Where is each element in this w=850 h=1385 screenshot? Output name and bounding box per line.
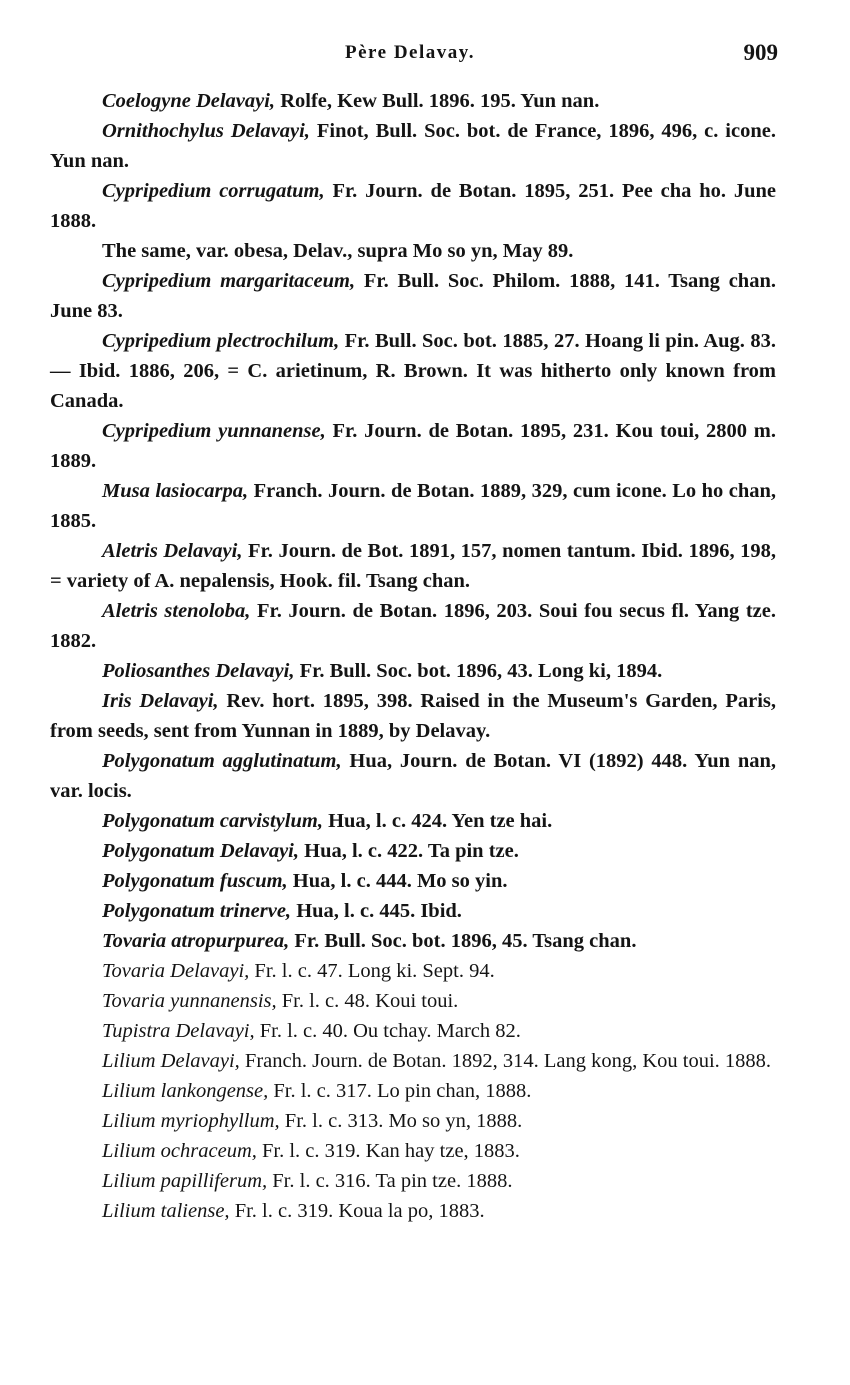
- taxon-name: Polygonatum fuscum,: [102, 870, 288, 892]
- entry-polygonatum-carvistylum: [50, 806, 776, 836]
- entry-citation: Franch. Journ. de Botan. 1889, 329, cum icone. Lo ho chan, 1885.: [50, 480, 777, 532]
- entry-tovaria-atropurpurea: [50, 926, 776, 956]
- entry-citation: Hua, l. c. 424. Yen tze hai.: [322, 810, 553, 832]
- entry-lilium-lankongense: [50, 1076, 776, 1106]
- entry-polygonatum-fuscum: [50, 866, 776, 896]
- taxon-name: Coelogyne Delavayi,: [102, 90, 276, 112]
- entry-polygonatum-trinerve: [50, 896, 776, 926]
- entry-coelogyne-delavayi: [50, 86, 776, 116]
- entry-citation: Fr. l. c. 319. Kan hay tze, 1883.: [256, 1140, 520, 1162]
- taxon-name: Cypripedium margaritaceum,: [102, 270, 356, 292]
- taxon-name: Iris Delavayi,: [102, 690, 219, 712]
- entry-polygonatum-delavayi: [50, 836, 776, 866]
- entry-citation: Hua, l. c. 445. Ibid.: [291, 900, 462, 922]
- entry-tupistra-delavayi: [50, 1016, 776, 1046]
- taxon-name: Aletris stenoloba,: [102, 600, 251, 622]
- entry-citation: Fr. Bull. Soc. bot. 1896, 43. Long ki, 1894.: [294, 660, 663, 682]
- page-header: [0, 40, 850, 72]
- entry-aletris-delavayi: [50, 536, 776, 596]
- entry-ornithochylus-delavayi: [50, 116, 776, 176]
- entry-citation: Fr. Bull. Soc. Philom. 1888, 141. Tsang chan. June 83.: [50, 270, 776, 322]
- entry-cypripedium-plectrochilum: [50, 326, 776, 416]
- entry-citation: Fr. l. c. 316. Ta pin tze. 1888.: [267, 1170, 513, 1192]
- page-number: 909: [743, 40, 778, 65]
- entry-aletris-stenoloba: [50, 596, 776, 656]
- entry-citation: Fr. Journ. de Botan. 1896, 203. Soui fou secus fl. Yang tze. 1882.: [50, 600, 776, 652]
- taxon-name: Lilium lankongense,: [102, 1080, 269, 1102]
- taxon-name: Poliosanthes Delavayi,: [102, 660, 295, 682]
- taxon-name: Polygonatum Delavayi,: [102, 840, 300, 862]
- taxon-name: Lilium papilliferum,: [102, 1170, 268, 1192]
- entry-citation: Rolfe, Kew Bull. 1896. 195. Yun nan.: [275, 90, 600, 112]
- taxon-name: Cypripedium plectrochilum,: [102, 330, 340, 352]
- entry-musa-lasiocarpa: [50, 476, 776, 536]
- entry-citation: Fr. Journ. de Botan. 1895, 251. Pee cha ho. June 1888.: [50, 180, 776, 232]
- taxon-name: Tupistra Delavayi,: [102, 1020, 255, 1042]
- entry-lilium-taliense: [50, 1196, 776, 1226]
- entry-poliosanthes-delavayi: [50, 656, 776, 686]
- taxon-name: Cypripedium corrugatum,: [102, 180, 325, 202]
- taxon-name: Lilium Delavayi,: [102, 1050, 240, 1072]
- taxon-name: Polygonatum carvistylum,: [102, 810, 323, 832]
- entry-lilium-ochraceum: [50, 1136, 776, 1166]
- entry-citation: Hua, l. c. 444. Mo so yin.: [287, 870, 508, 892]
- entry-citation: Fr. Bull. Soc. bot. 1896, 45. Tsang chan.: [289, 930, 637, 952]
- taxon-name: Tovaria Delavayi,: [102, 960, 250, 982]
- entry-list: [50, 86, 776, 1226]
- taxon-name: Lilium ochraceum,: [102, 1140, 257, 1162]
- entry-tovaria-delavayi: [50, 956, 776, 986]
- taxon-name: Musa lasiocarpa,: [102, 480, 249, 502]
- taxon-name: Polygonatum trinerve,: [102, 900, 292, 922]
- entry-citation: Fr. Journ. de Bot. 1891, 157, nomen tantum. Ibid. 1896, 198, = variety of A. nepalensis, Hook. fil. Tsang chan.: [50, 540, 776, 592]
- taxon-name: Lilium myriophyllum,: [102, 1110, 280, 1132]
- entry-cypripedium-margaritaceum: [50, 266, 776, 326]
- entry-citation: Hua, l. c. 422. Ta pin tze.: [299, 840, 519, 862]
- entry-citation: Fr. l. c. 47. Long ki. Sept. 94.: [249, 960, 495, 982]
- entry-citation: Fr. Journ. de Botan. 1895, 231. Kou toui, 2800 m. 1889.: [50, 420, 776, 472]
- entry-citation: Finot, Bull. Soc. bot. de France, 1896, 496, c. icone. Yun nan.: [50, 120, 776, 172]
- entry-var-obesa: [50, 236, 776, 266]
- taxon-name: Aletris Delavayi,: [102, 540, 243, 562]
- entry-lilium-myriophyllum: [50, 1106, 776, 1136]
- entry-citation: Fr. l. c. 317. Lo pin chan, 1888.: [268, 1080, 532, 1102]
- taxon-name: Cypripedium yunnanense,: [102, 420, 326, 442]
- entry-lilium-delavayi: [50, 1046, 776, 1076]
- running-title: Père Delavay.: [345, 42, 475, 63]
- entry-citation: Fr. Bull. Soc. bot. 1885, 27. Hoang li pin. Aug. 83. — Ibid. 1886, 206, = C. arietinum, R. Brown. It was hitherto only known from Canada.: [50, 330, 776, 412]
- entry-polygonatum-agglutinatum: [50, 746, 776, 806]
- taxon-name: Polygonatum agglutinatum,: [102, 750, 342, 772]
- entry-citation: Fr. l. c. 48. Koui toui.: [276, 990, 459, 1012]
- entry-tovaria-yunnanensis: [50, 986, 776, 1016]
- taxon-name: Tovaria yunnanensis,: [102, 990, 277, 1012]
- taxon-name: Ornithochylus Delavayi,: [102, 120, 310, 142]
- entry-citation: Fr. l. c. 40. Ou tchay. March 82.: [254, 1020, 521, 1042]
- entry-citation: Hua, Journ. de Botan. VI (1892) 448. Yun nan, var. locis.: [50, 750, 776, 802]
- entry-citation: Franch. Journ. de Botan. 1892, 314. Lang kong, Kou toui. 1888.: [239, 1050, 772, 1072]
- entry-citation: Fr. l. c. 319. Koua la po, 1883.: [229, 1200, 485, 1222]
- entry-citation: The same, var. obesa, Delav., supra Mo so yn, May 89.: [102, 240, 574, 262]
- entry-iris-delavayi: [50, 686, 776, 746]
- entry-cypripedium-yunnanense: [50, 416, 776, 476]
- entry-cypripedium-corrugatum: [50, 176, 776, 236]
- entry-citation: Fr. l. c. 313. Mo so yn, 1888.: [279, 1110, 523, 1132]
- entry-lilium-papilliferum: [50, 1166, 776, 1196]
- taxon-name: Lilium taliense,: [102, 1200, 230, 1222]
- entry-citation: Rev. hort. 1895, 398. Raised in the Museum's Garden, Paris, from seeds, sent from Yunnan in 1889, by Delavay.: [50, 690, 776, 742]
- taxon-name: Tovaria atropurpurea,: [102, 930, 290, 952]
